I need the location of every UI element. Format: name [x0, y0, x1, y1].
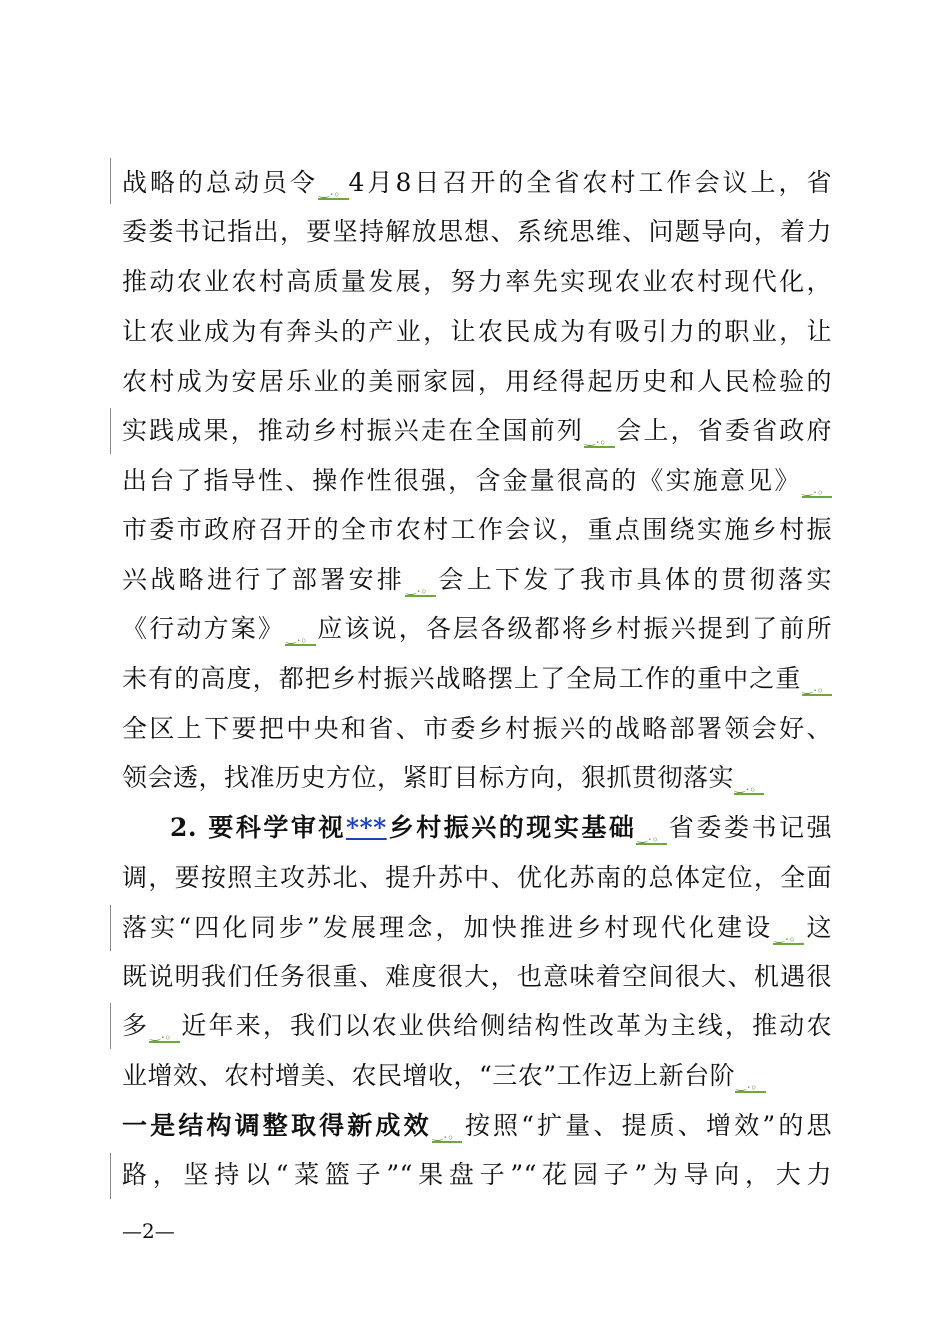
change-mark: ‿.。	[150, 1027, 179, 1041]
text: 应该说，各层各级都将乡村振兴提到了前所	[315, 614, 832, 643]
text: 未有的高度，都把乡村振兴战略摆上了全局工作的重中之重	[122, 664, 802, 693]
change-mark: ‿.。	[802, 482, 831, 496]
change-mark: ‿.。	[319, 184, 348, 198]
change-mark: ‿.。	[585, 432, 614, 446]
text: 领会透，找准历史方位，紧盯目标方向，狠抓贯彻落实	[122, 763, 735, 792]
change-mark: ‿.。	[774, 929, 803, 943]
text: 这	[803, 913, 832, 942]
text-line	[122, 214, 832, 250]
text: 调，要按照主攻苏北、提升苏中、优化苏南的总体定位，全面	[122, 863, 832, 892]
change-mark: ‿.。	[406, 581, 435, 595]
text-line	[122, 1157, 832, 1193]
text: 兴战略进行了部署安排	[122, 565, 406, 594]
margin-bar	[110, 1153, 111, 1199]
text: 出台了指导性、操作性很强，含金量很高的《实施意见》	[122, 466, 802, 495]
text-line	[122, 413, 832, 449]
text-line	[122, 860, 832, 896]
margin-bar	[110, 408, 111, 454]
text: 落实“四化同步”发展理念，加快推进乡村现代化建设	[122, 913, 774, 942]
margin-bar	[110, 905, 111, 951]
text: 全区上下要把中央和省、市委乡村振兴的战略部署领会好、	[122, 714, 832, 743]
text: 《行动方案》	[122, 614, 286, 643]
change-mark: ‿.。	[802, 680, 831, 694]
text: 推动农业农村高质量发展，努力率先实现农业农村现代化，	[122, 267, 832, 296]
change-mark: ‿.。	[286, 630, 315, 644]
change-mark: ‿.。	[637, 829, 666, 843]
page-number: —2—	[122, 1219, 175, 1243]
text: 既说明我们任务很重、难度很大，也意味着空间很大、机遇很	[122, 962, 832, 991]
text: 会上下发了我市具体的贯彻落实	[435, 565, 832, 594]
text-line	[122, 760, 832, 796]
placeholder-stars: ***	[345, 813, 387, 842]
text: 近年来，我们以农业供给侧结构性改革为主线，推动农	[179, 1011, 832, 1040]
section-heading-cont: 乡村振兴的现实基础	[386, 813, 637, 842]
change-mark: ‿.。	[432, 1127, 462, 1141]
text-line	[122, 562, 832, 598]
text-line	[122, 1058, 832, 1094]
text-line	[122, 959, 832, 995]
text: 市委市政府召开的全市农村工作会议，重点围绕实施乡村振	[122, 515, 832, 544]
margin-bar	[110, 1003, 111, 1049]
text-line	[122, 910, 832, 946]
text-line	[122, 165, 832, 201]
text: 业增效、农村增美、农民增收，“三农”工作迈上新台阶	[122, 1061, 736, 1090]
text-line	[122, 314, 832, 350]
text: 路，坚持以“菜篮子”“果盘子”“花园子”为导向，大力	[122, 1160, 832, 1189]
change-mark: ‿.。	[735, 779, 764, 793]
text: 委娄书记指出，要坚持解放思想、系统思维、问题导向，着力	[122, 217, 832, 246]
text-line	[122, 1108, 832, 1144]
text: 4月8日召开的全省农村工作会议上，省	[348, 168, 832, 197]
text: 按照“扩量、提质、增效”的思	[462, 1111, 832, 1140]
text-line	[122, 512, 832, 548]
text: 多	[122, 1011, 150, 1040]
text-line	[122, 364, 832, 400]
section-heading: 2. 要科学审视	[170, 813, 346, 842]
text-line	[122, 611, 832, 647]
text-line	[122, 711, 832, 747]
text: 农村成为安居乐业的美丽家园，用经得起历史和人民检验的	[122, 367, 832, 396]
subheading: 一是结构调整取得新成效	[122, 1111, 432, 1140]
text-line	[122, 661, 832, 697]
text-line	[122, 463, 832, 499]
text: 战略的总动员令	[122, 168, 319, 197]
text: 实践成果，推动乡村振兴走在全国前列	[122, 416, 585, 445]
change-mark: ‿.。	[736, 1077, 765, 1091]
text-line	[122, 1008, 832, 1044]
text-line	[122, 264, 832, 300]
section-heading-line	[122, 810, 832, 846]
text: 会上，省委省政府	[614, 416, 832, 445]
margin-bar	[110, 158, 111, 204]
text: 让农业成为有奔头的产业，让农民成为有吸引力的职业，让	[122, 317, 832, 346]
text: 省委娄书记强	[666, 813, 832, 842]
